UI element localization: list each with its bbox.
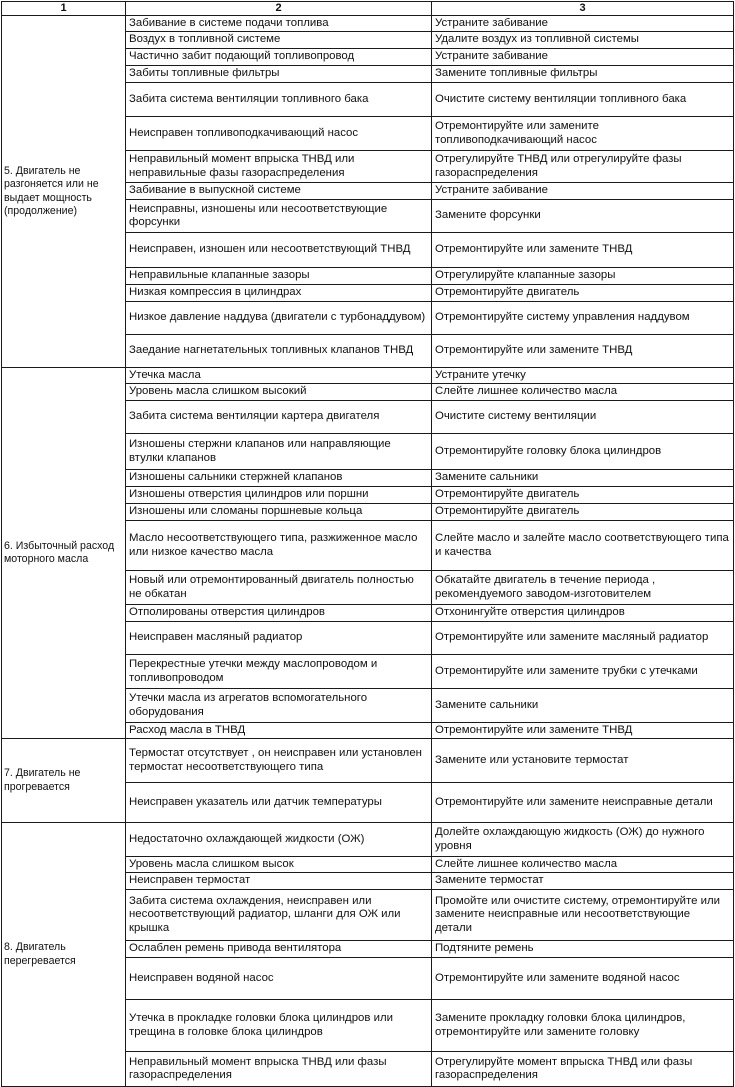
- cause-cell: Утечка в прокладке головки блока цилиндров или трещина в головке блока цилиндров: [126, 1000, 432, 1052]
- cause-cell: Неисправен термостат: [126, 873, 432, 890]
- cause-cell: Забиты топливные фильтры: [126, 66, 432, 83]
- remedy-cell: Отрегулируйте ТНВД или отрегулируйте фазы газораспределения: [432, 151, 734, 183]
- remedy-cell: Устраните утечку: [432, 368, 734, 384]
- cause-cell: Утечки масла из агрегатов вспомогательного оборудования: [126, 689, 432, 723]
- remedy-cell: Слейте лишнее количество масла: [432, 857, 734, 873]
- remedy-cell: Отремонтируйте или замените неисправные детали: [432, 783, 734, 823]
- remedy-cell: Отремонтируйте систему управления наддувом: [432, 302, 734, 335]
- remedy-cell: Обкатайте двигатель в течение периода , рекомендуемого заводом-изготовителем: [432, 571, 734, 605]
- table-row: [2, 739, 734, 783]
- column-header-1: 1: [2, 2, 126, 16]
- cause-cell: Низкое давление наддува (двигатели с турбонаддувом): [126, 302, 432, 335]
- remedy-cell: Устраните забивание: [432, 16, 734, 32]
- remedy-cell: Очистите систему вентиляции: [432, 401, 734, 434]
- cause-cell: Неправильные клапанные зазоры: [126, 268, 432, 285]
- remedy-cell: Замените термостат: [432, 873, 734, 890]
- remedy-cell: Отрегулируйте клапанные зазоры: [432, 268, 734, 285]
- cause-cell: Забита система вентиляции картера двигателя: [126, 401, 432, 434]
- remedy-cell: Замените форсунки: [432, 200, 734, 233]
- cause-cell: Отполированы отверстия цилиндров: [126, 605, 432, 622]
- fault-group-cell: 7. Двигатель не прогревается: [2, 739, 126, 823]
- cause-cell: Неисправен указатель или датчик температуры: [126, 783, 432, 823]
- cause-cell: Утечка масла: [126, 368, 432, 384]
- remedy-cell: Отремонтируйте или замените ТНВД: [432, 335, 734, 368]
- remedy-cell: Отремонтируйте или замените ТНВД: [432, 723, 734, 739]
- remedy-cell: Слейте масло и залейте масло соответствующего типа и качества: [432, 521, 734, 571]
- column-header-3: 3: [432, 2, 734, 16]
- remedy-cell: Замените или установите термостат: [432, 739, 734, 783]
- remedy-cell: Отремонтируйте головку блока цилиндров: [432, 434, 734, 470]
- remedy-cell: Слейте лишнее количество масла: [432, 384, 734, 401]
- remedy-cell: Устраните забивание: [432, 183, 734, 200]
- remedy-cell: Отремонтируйте или замените топливоподкачивающий насос: [432, 117, 734, 151]
- table-row: [2, 368, 734, 384]
- cause-cell: Забита система вентиляции топливного бака: [126, 83, 432, 117]
- cause-cell: Неисправен топливоподкачивающий насос: [126, 117, 432, 151]
- remedy-cell: Отремонтируйте или замените масляный радиатор: [432, 622, 734, 655]
- cause-cell: Забивание в системе подачи топлива: [126, 16, 432, 32]
- cause-cell: Неправильный момент впрыска ТНВД или фазы газораспределения: [126, 1052, 432, 1087]
- cause-cell: Забита система охлаждения, неисправен или несоответствующий радиатор, шланги для ОЖ или крышка: [126, 890, 432, 941]
- cause-cell: Низкая компрессия в цилиндрах: [126, 285, 432, 302]
- cause-cell: Изношены отверстия цилиндров или поршни: [126, 487, 432, 504]
- remedy-cell: Отремонтируйте или замените трубки с утечками: [432, 655, 734, 689]
- remedy-cell: Устраните забивание: [432, 49, 734, 66]
- cause-cell: Неисправен масляный радиатор: [126, 622, 432, 655]
- troubleshooting-table: [1, 1, 734, 1087]
- remedy-cell: Удалите воздух из топливной системы: [432, 32, 734, 49]
- header-row: [2, 2, 734, 16]
- fault-group-cell: 5. Двигатель не разгоняется или не выдает мощность (продолжение): [2, 16, 126, 368]
- cause-cell: Заедание нагнетательных топливных клапанов ТНВД: [126, 335, 432, 368]
- cause-cell: Забивание в выпускной системе: [126, 183, 432, 200]
- remedy-cell: Отрегулируйте момент впрыска ТНВД или фазы газораспределения: [432, 1052, 734, 1087]
- remedy-cell: Подтяните ремень: [432, 941, 734, 958]
- cause-cell: Изношены стержни клапанов или направляющие втулки клапанов: [126, 434, 432, 470]
- cause-cell: Перекрестные утечки между маслопроводом и топливопроводом: [126, 655, 432, 689]
- remedy-cell: Замените топливные фильтры: [432, 66, 734, 83]
- cause-cell: Уровень масла слишком высокий: [126, 384, 432, 401]
- remedy-cell: Замените сальники: [432, 689, 734, 723]
- remedy-cell: Промойте или очистите систему, отремонтируйте или замените неисправные или несоответствующие детали: [432, 890, 734, 941]
- column-header-2: 2: [126, 2, 432, 16]
- remedy-cell: Отремонтируйте или замените ТНВД: [432, 233, 734, 268]
- table-row: [2, 16, 734, 32]
- cause-cell: Частично забит подающий топливопровод: [126, 49, 432, 66]
- fault-group-cell: 8. Двигатель перегревается: [2, 823, 126, 1087]
- cause-cell: Расход масла в ТНВД: [126, 723, 432, 739]
- cause-cell: Воздух в топливной системе: [126, 32, 432, 49]
- cause-cell: Изношены или сломаны поршневые кольца: [126, 504, 432, 521]
- cause-cell: Новый или отремонтированный двигатель полностью не обкатан: [126, 571, 432, 605]
- cause-cell: Масло несоответствующего типа, разжиженное масло или низкое качество масла: [126, 521, 432, 571]
- cause-cell: Неисправны, изношены или несоответствующие форсунки: [126, 200, 432, 233]
- remedy-cell: Замените прокладку головки блока цилиндров, отремонтируйте или замените головку: [432, 1000, 734, 1052]
- cause-cell: Неправильный момент впрыска ТНВД или неправильные фазы газораспределения: [126, 151, 432, 183]
- remedy-cell: Отремонтируйте двигатель: [432, 504, 734, 521]
- remedy-cell: Замените сальники: [432, 470, 734, 487]
- remedy-cell: Отремонтируйте двигатель: [432, 285, 734, 302]
- cause-cell: Термостат отсутствует , он неисправен или установлен термостат несоответствующего типа: [126, 739, 432, 783]
- cause-cell: Уровень масла слишком высок: [126, 857, 432, 873]
- cause-cell: Изношены сальники стержней клапанов: [126, 470, 432, 487]
- cause-cell: Неисправен водяной насос: [126, 958, 432, 1000]
- remedy-cell: Отремонтируйте двигатель: [432, 487, 734, 504]
- cause-cell: Ослаблен ремень привода вентилятора: [126, 941, 432, 958]
- cause-cell: Недостаточно охлаждающей жидкости (ОЖ): [126, 823, 432, 857]
- remedy-cell: Очистите систему вентиляции топливного бака: [432, 83, 734, 117]
- remedy-cell: Отхонингуйте отверстия цилиндров: [432, 605, 734, 622]
- fault-group-cell: 6. Избыточный расход моторного масла: [2, 368, 126, 739]
- table-row: [2, 823, 734, 857]
- remedy-cell: Долейте охлаждающую жидкость (ОЖ) до нужного уровня: [432, 823, 734, 857]
- remedy-cell: Отремонтируйте или замените водяной насос: [432, 958, 734, 1000]
- cause-cell: Неисправен, изношен или несоответствующий ТНВД: [126, 233, 432, 268]
